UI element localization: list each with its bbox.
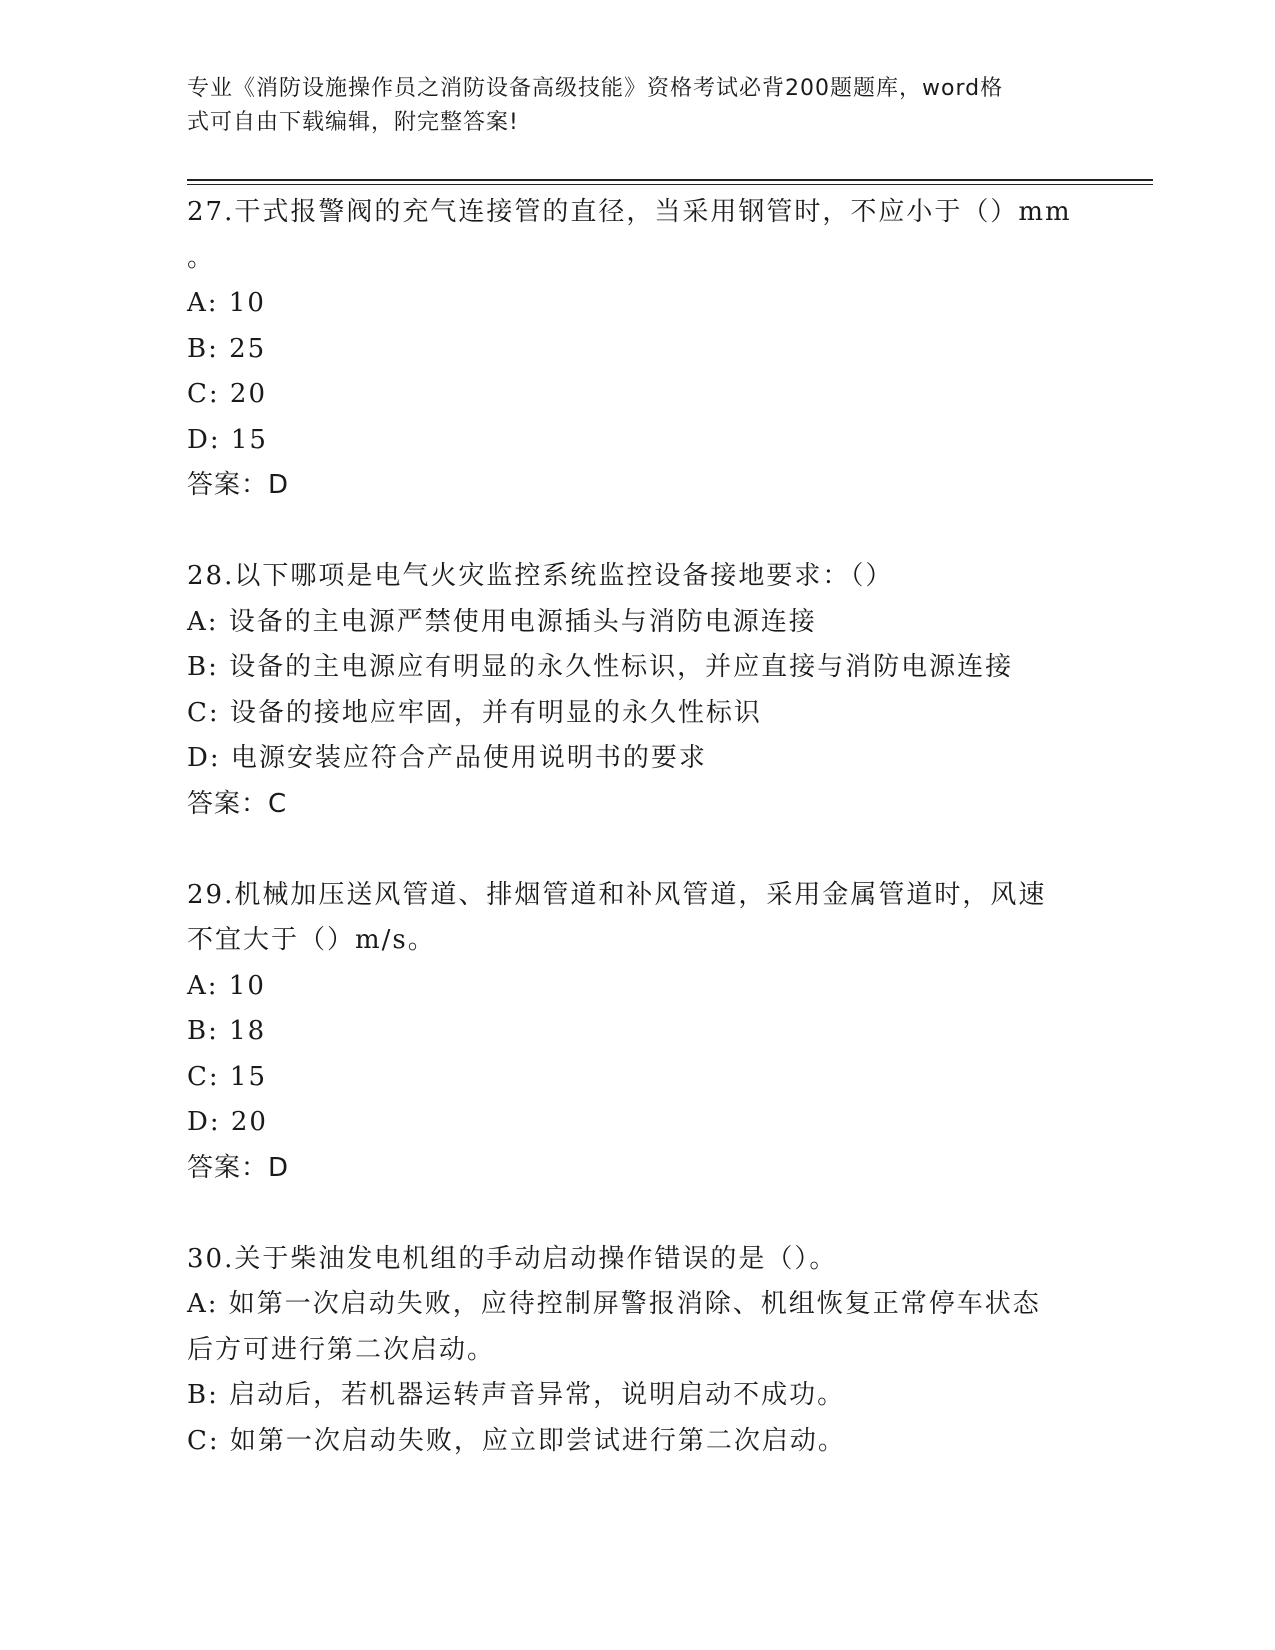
header-divider-thin (187, 184, 1153, 185)
option-a: A: 10 (187, 970, 266, 1001)
option-b: B: 设备的主电源应有明显的永久性标识，并应直接与消防电源连接 (187, 652, 1014, 682)
option-c: C: 15 (187, 1061, 268, 1092)
option-c: C: 如第一次启动失败，应立即尝试进行第二次启动。 (187, 1425, 846, 1456)
header-line-2: 式可自由下载编辑，附完整答案! (187, 110, 519, 135)
option-d: D: 20 (187, 1107, 268, 1137)
answer: 答案：C (187, 788, 288, 819)
question-text: 29.机械加压送风管道、排烟管道和补风管道，采用金属管道时，风速 (187, 879, 1047, 910)
document-header (187, 72, 1067, 140)
option-b: B: 18 (187, 1016, 267, 1046)
option-b: B: 25 (187, 333, 267, 364)
question-text: 30.关于柴油发电机组的手动启动操作错误的是（）。 (187, 1243, 838, 1274)
option-a: A: 设备的主电源严禁使用电源插头与消防电源连接 (187, 606, 817, 637)
question-27 (187, 190, 1087, 509)
question-28 (187, 554, 1087, 827)
option-d: D: 15 (187, 424, 268, 455)
question-29 (187, 873, 1087, 1192)
header-line-1: 专业《消防设施操作员之消防设备高级技能》资格考试必背200题题库，word格 (187, 76, 1004, 101)
option-c: C: 20 (187, 379, 268, 409)
question-30 (187, 1237, 1087, 1465)
question-text-continued: 。 (187, 242, 216, 273)
option-c: C: 设备的接地应牢固，并有明显的永久性标识 (187, 697, 762, 728)
answer: 答案：D (187, 1152, 290, 1183)
answer: 答案：D (187, 470, 290, 500)
option-b: B: 启动后，若机器运转声音异常，说明启动不成功。 (187, 1380, 846, 1410)
question-list (187, 190, 1087, 1464)
question-text: 28.以下哪项是电气火灾监控系统监控设备接地要求：（） (187, 561, 894, 591)
header-divider-thick (187, 179, 1153, 181)
option-a: A: 10 (187, 288, 266, 318)
option-d: D: 电源安装应符合产品使用说明书的要求 (187, 743, 707, 773)
question-text: 27.干式报警阀的充气连接管的直径，当采用钢管时，不应小于（）mm (187, 197, 1072, 227)
question-text-continued: 不宜大于（）m/s。 (187, 925, 436, 955)
option-a: A: 如第一次启动失败，应待控制屏警报消除、机组恢复正常停车状态 (187, 1289, 1041, 1319)
option-a-continued: 后方可进行第二次启动。 (187, 1334, 496, 1365)
